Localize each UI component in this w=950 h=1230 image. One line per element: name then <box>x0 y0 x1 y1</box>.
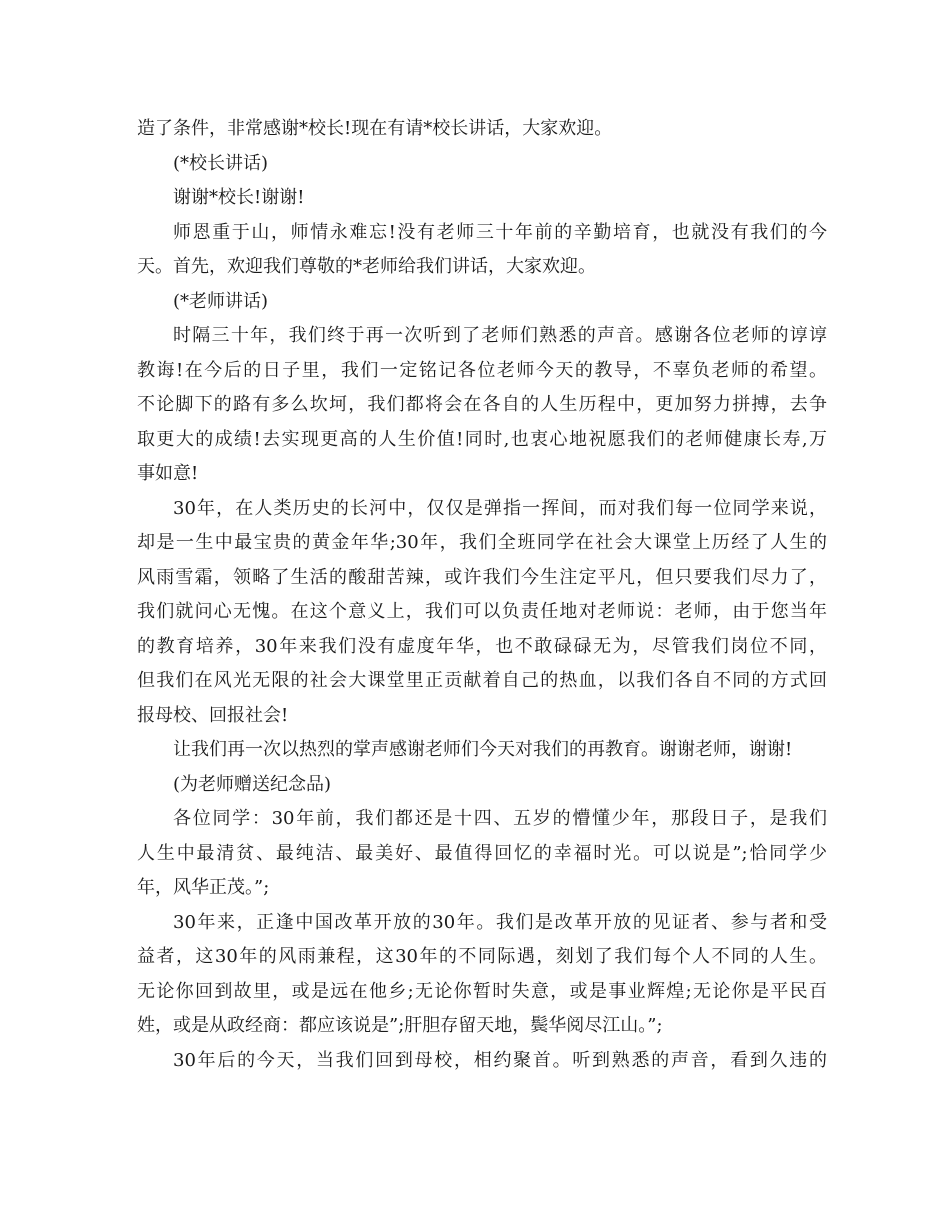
text-line: 各位同学：30年前，我们都还是十四、五岁的懵懂少年，那段日子，是我们 <box>173 808 827 829</box>
text-line: 让我们再一次以热烈的掌声感谢老师们今天对我们的再教育。谢谢老师，谢谢! <box>173 739 793 760</box>
text-line: 风雨雪霜，领略了生活的酸甜苦辣，或许我们今生注定平凡，但只要我们尽力了， <box>137 566 827 588</box>
text-line: (*校长讲话) <box>173 152 269 174</box>
text-line: 造了条件，非常感谢*校长!现在有请*校长讲话，大家欢迎。 <box>137 118 613 139</box>
text-line: 30年后的今天，当我们回到母校，相约聚首。听到熟悉的声音，看到久违的 <box>173 1049 827 1071</box>
paragraph <box>137 768 827 803</box>
paragraph <box>137 147 827 182</box>
text-line: 益者，这30年的风雨兼程，这30年的不同际遇，刻划了我们每个人不同的人生。 <box>137 946 827 967</box>
text-line: 30年来，正逢中国改革开放的30年。我们是改革开放的见证者、参与者和受 <box>173 911 827 933</box>
paragraph <box>137 319 827 492</box>
text-line: (*老师讲话) <box>173 290 269 312</box>
text-line: 我们就问心无愧。在这个意义上，我们可以负责任地对老师说：老师，由于您当年 <box>137 601 827 622</box>
text-line: 谢谢*校长!谢谢! <box>173 187 305 208</box>
text-line: 无论你回到故里，或是远在他乡;无论你暂时失意，或是事业辉煌;无论你是平民百 <box>137 980 827 1002</box>
paragraph <box>137 216 827 285</box>
text-line: 却是一生中最宝贵的黄金年华;30年，我们全班同学在社会大课堂上历经了人生的 <box>137 532 827 553</box>
paragraph <box>137 906 827 1044</box>
text-line: 的教育培养，30年来我们没有虚度年华，也不敢碌碌无为，尽管我们岗位不同， <box>137 635 827 657</box>
paragraph <box>137 181 827 216</box>
paragraph <box>137 112 827 147</box>
paragraph <box>137 733 827 768</box>
text-line: 报母校、回报社会! <box>137 704 289 726</box>
text-line: 取更大的成绩!去实现更高的人生价值!同时,也衷心地祝愿我们的老师健康长寿,万 <box>137 428 827 450</box>
document-page <box>137 112 827 1078</box>
paragraph <box>137 802 827 906</box>
text-line: 30年，在人类历史的长河中，仅仅是弹指一挥间，而对我们每一位同学来说， <box>173 497 827 519</box>
text-line: 时隔三十年，我们终于再一次听到了老师们熟悉的声音。感谢各位老师的谆谆 <box>173 325 827 346</box>
text-line: 不论脚下的路有多么坎坷，我们都将会在各自的人生历程中，更加努力拼搏，去争 <box>137 394 827 415</box>
paragraph <box>137 1044 827 1079</box>
paragraph <box>137 492 827 734</box>
text-line: 教诲!在今后的日子里，我们一定铭记各位老师今天的教导，不辜负老师的希望。 <box>137 359 827 381</box>
text-line: 姓，或是从政经商：都应该说是”;肝胆存留天地，鬓华阅尽江山。”; <box>137 1015 663 1036</box>
text-line: 事如意! <box>137 463 199 484</box>
text-line: 但我们在风光无限的社会大课堂里正贡献着自己的热血，以我们各自不同的方式回 <box>137 670 827 691</box>
text-line: 人生中最清贫、最纯洁、最美好、最值得回忆的幸福时光。可以说是”;恰同学少 <box>137 842 827 864</box>
text-line: 天。首先，欢迎我们尊敬的*老师给我们讲话，大家欢迎。 <box>137 256 596 277</box>
text-line: 师恩重于山，师情永难忘!没有老师三十年前的辛勤培育，也就没有我们的今 <box>173 221 827 243</box>
text-line: (为老师赠送纪念品) <box>173 773 332 795</box>
text-line: 年，风华正茂。”; <box>137 877 270 898</box>
paragraph <box>137 285 827 320</box>
